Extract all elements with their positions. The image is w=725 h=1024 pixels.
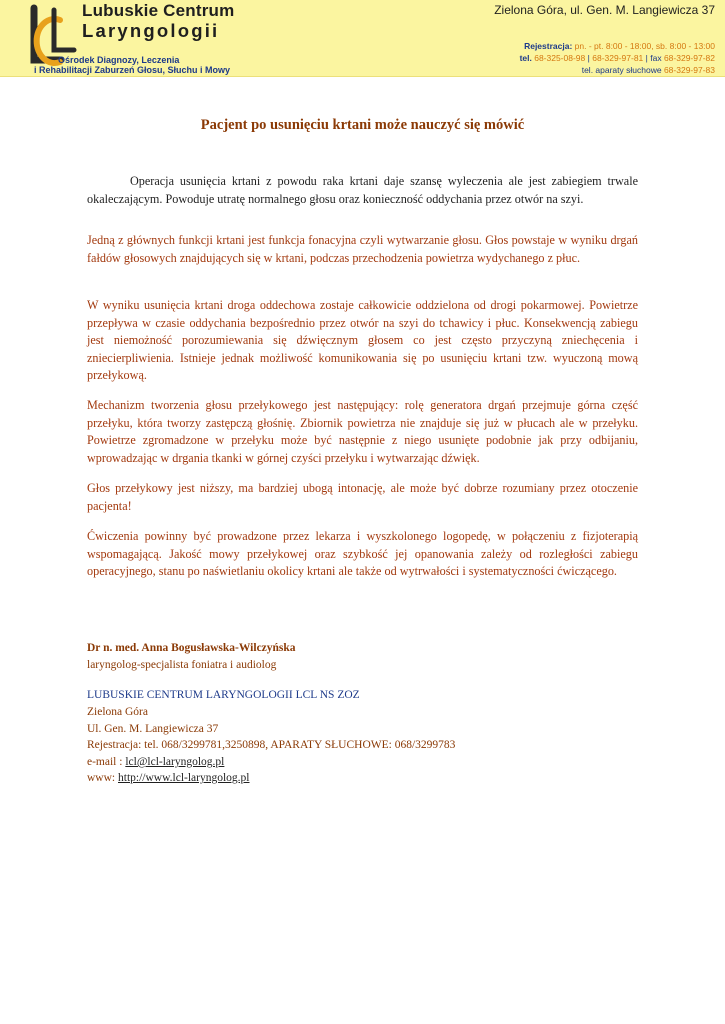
- letterhead-banner: [0, 0, 725, 77]
- contact-street: Ul. Gen. M. Langiewicza 37: [87, 723, 219, 735]
- paragraph-5: Głos przełykowy jest niższy, ma bardziej ubogą intonację, ale może być dobrze rozumiany przez otoczenie pacjenta!: [87, 481, 638, 513]
- author-name: Dr n. med. Anna Bogusławska-Wilczyńska: [87, 642, 296, 654]
- tel-2: 68-329-97-81: [592, 53, 644, 63]
- registration-label: Rejestracja:: [524, 41, 573, 51]
- website-link[interactable]: http://www.lcl-laryngolog.pl: [118, 772, 250, 784]
- paragraph-4: Mechanizm tworzenia głosu przełykowego jest następujący: rolę generatora drgań przejmuje górna część przełyku, która tworzy zastępczą głośnię. Zbiornik powietrza nie znajduje się już w płucach ale w przełyku. Powietrze zgromadzone w przełyku może być następnie z niego usunięte podobnie jak przy odbijaniu, wprowadzając w drgania tkanki w górnej czyści przełyku i wytwarzając dźwięk.: [87, 398, 638, 465]
- contact-city: Zielona Góra: [87, 706, 148, 718]
- hearing-aids-phone-line: [582, 65, 715, 75]
- tel-1: 68-325-08-98: [534, 53, 586, 63]
- www-label: www:: [87, 772, 118, 784]
- phone-line: [520, 53, 715, 63]
- registration-hours-value: pn. - pt. 8:00 - 18:00, sb. 8:00 - 13:00: [574, 41, 715, 51]
- article-title: Pacjent po usunięciu krtani może nauczyć się mówić: [200, 117, 525, 133]
- brand-description-line-1: Ośrodek Diagnozy, Leczenia: [58, 55, 180, 65]
- contact-www-row: [87, 772, 250, 784]
- paragraph-6: Ćwiczenia powinny być prowadzone przez lekarza i wyszkolonego logopedę, w połączeniu z fizjoterapią wspomagającą. Jakość mowy przełykowej oraz szybkość jej opanowania zależy od rozległości zabiegu operacyjnego, stanu po naświetlaniu okolicy krtani ale także od wytrwałości i systematyczności ćwiczącego.: [87, 529, 638, 578]
- tel-separator: |: [587, 53, 590, 63]
- paragraph-2: Jedną z głównych funkcji krtani jest funkcja fonacyjna czyli wytwarzanie głosu. Głos powstaje w wyniku drgań fałdów głosowych znajdujących się w krtani, podczas przechodzenia powietrza wydychanego z płuc.: [87, 233, 638, 265]
- brand-description-line-2: i Rehabilitacji Zaburzeń Głosu, Słuchu i Mowy: [34, 65, 231, 75]
- contact-phones: Rejestracja: tel. 068/3299781,3250898, APARATY SŁUCHOWE: 068/3299783: [87, 739, 456, 751]
- tel-label: tel.: [519, 53, 532, 63]
- organization-name: LUBUSKIE CENTRUM LARYNGOLOGII LCL NS ZOZ: [87, 689, 360, 701]
- paragraph-1: Operacja usunięcia krtani z powodu raka krtani daje szansę wyleczenia ale jest zabiegiem trwale okaleczającym. Powoduje utratę normalnego głosu oraz konieczność oddychania przez otwór na szyi.: [87, 174, 638, 206]
- fax-label: | fax: [645, 53, 662, 63]
- brand-title: Lubuskie Centrum: [82, 1, 235, 20]
- contact-email-row: [87, 756, 224, 768]
- paragraph-3: W wyniku usunięcia krtani droga oddechowa zostaje całkowicie oddzielona od drogi pokarmowej. Powietrze przepływa w czasie oddychania bezpośrednio przez otwór na szyi do tchawicy i płuc. Konsekwencją zabiegu jest niemożność porozumiewania się dźwięcznym głosem co jest często przyczyną zniechęcenia i zniecierpliwienia. Istnieje jednak możliwość komunikowania się po usunięciu krtani tzw. wyuczoną mową przełykową.: [87, 298, 638, 382]
- email-link[interactable]: lcl@lcl-laryngolog.pl: [125, 756, 225, 768]
- clinic-address: Zielona Góra, ul. Gen. M. Langiewicza 37: [494, 3, 715, 17]
- hearing-aids-label: tel. aparaty słuchowe: [581, 65, 662, 75]
- email-label: e-mail :: [87, 756, 126, 768]
- author-role: laryngolog-specjalista foniatra i audiolog: [87, 659, 277, 671]
- fax-number: 68-329-97-82: [663, 53, 715, 63]
- registration-hours: [524, 41, 715, 51]
- brand-subtitle: Laryngologii: [82, 20, 220, 41]
- hearing-aids-phone: 68-329-97-83: [663, 65, 715, 75]
